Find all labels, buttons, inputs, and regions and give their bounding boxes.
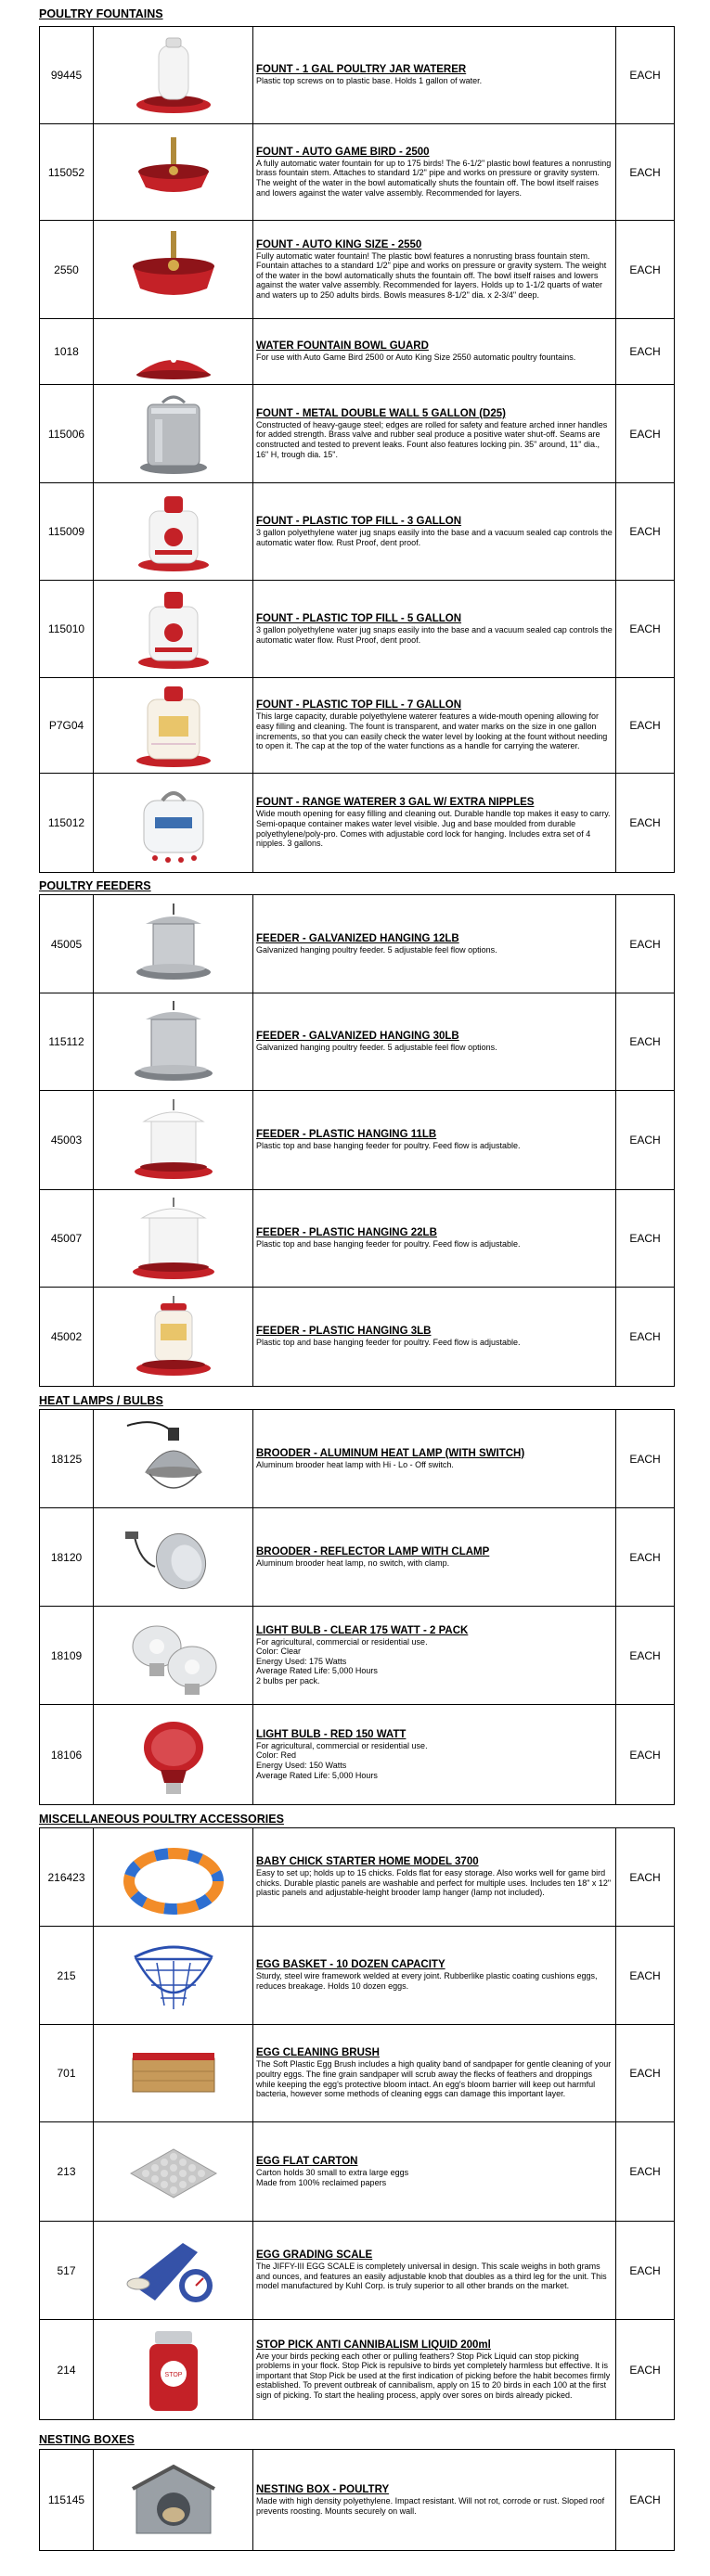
product-sku: 213 [40, 2122, 94, 2221]
product-image [94, 678, 253, 773]
product-sku: 115009 [40, 483, 94, 580]
product-row [40, 2450, 674, 2550]
product-unit: EACH [629, 1134, 661, 1147]
product-table [39, 26, 675, 873]
product-unit: EACH [629, 816, 661, 829]
product-sku: 216423 [40, 1828, 94, 1926]
king-size-fountain-icon [118, 227, 229, 313]
product-image [94, 1190, 253, 1287]
product-text: Wide mouth opening for easy filling and cleaning out. Durable handle top makes it easy to carry. Semi-opaque container makes water level visible. Jug and base moulded from durable polyethylene/poly-pro. Comes with adjustable cord lock for hanging. Includes extra set of 4 nipples. 3 gallons. [256, 809, 611, 849]
product-image [94, 1410, 253, 1507]
product-image [94, 385, 253, 482]
product-description [253, 124, 616, 220]
product-description [253, 27, 616, 123]
product-row [40, 27, 674, 124]
product-image [94, 2320, 253, 2419]
product-title: FOUNT - PLASTIC TOP FILL - 7 GALLON [256, 699, 462, 711]
product-description [253, 1091, 616, 1189]
product-description [253, 483, 616, 580]
product-unit: EACH [629, 1968, 661, 1982]
section-title: POULTRY FOUNTAINS [39, 7, 163, 20]
product-unit: EACH [629, 1232, 661, 1245]
product-description [253, 1190, 616, 1287]
product-sku: P7G04 [40, 678, 94, 773]
product-text: Easy to set up; holds up to 15 chicks. Folds flat for easy storage. Also works well for game bird chicks. Durable plastic panels are washable and perfect for multiple uses. Includes ten 18" x 12" plastic panels and adjustable-height brooder lamp hanger (lamp not included). [256, 1868, 612, 1898]
product-image [94, 1508, 253, 1606]
product-text: Galvanized hanging poultry feeder. 5 adjustable feel flow options. [256, 1043, 497, 1053]
product-text: Plastic top and base hanging feeder for poultry. Feed flow is adjustable. [256, 1141, 521, 1151]
product-sku: 18106 [40, 1705, 94, 1804]
product-unit: EACH [629, 69, 661, 82]
product-text: Plastic top and base hanging feeder for poultry. Feed flow is adjustable. [256, 1239, 521, 1250]
product-text: 3 gallon polyethylene water jug snaps easily into the base and a vacuum sealed cap controls the automatic water flow. Rust Proof, dent proof. [256, 624, 613, 645]
product-table [39, 1827, 675, 2420]
section-title: NESTING BOXES [39, 2433, 135, 2446]
top-fill-5-icon [118, 586, 229, 672]
product-image [94, 2450, 253, 2550]
product-image [94, 2025, 253, 2121]
product-unit: EACH [629, 165, 661, 179]
product-image [94, 1927, 253, 2024]
product-unit: EACH [629, 1748, 661, 1762]
product-description [253, 993, 616, 1090]
product-row [40, 2025, 674, 2122]
plastic-feeder-11-icon [118, 1097, 229, 1183]
product-sku: 18109 [40, 1607, 94, 1704]
product-title: STOP PICK ANTI CANNIBALISM LIQUID 200ml [256, 2339, 491, 2351]
product-text: Constructed of heavy-gauge steel; edges are rolled for safety and feature arched inner handles for added strength. Brass valve and rubber seal produce a positive water shut-off. Seams are constructed and tested to prevent leaks. Fount also features locking pin. 35" around, 11" dia., 16" H, trough dia. 15". [256, 419, 608, 459]
product-sku: 45003 [40, 1091, 94, 1189]
egg-flat-icon [118, 2129, 229, 2214]
product-title: FEEDER - GALVANIZED HANGING 30LB [256, 1031, 459, 1043]
red-bulb-icon [118, 1712, 229, 1798]
product-unit: EACH [629, 1870, 661, 1884]
product-row [40, 993, 674, 1091]
section-title: HEAT LAMPS / BULBS [39, 1394, 163, 1407]
bowl-guard-icon [118, 319, 229, 384]
product-row [40, 1828, 674, 1927]
top-fill-7-icon [118, 683, 229, 768]
product-image [94, 1828, 253, 1926]
product-text: Sturdy, steel wire framework welded at every joint. Rubberlike plastic coating cushions eggs, reduces breakage. Holds 10 dozen eggs. [256, 1971, 598, 1991]
product-description [253, 2222, 616, 2319]
product-row [40, 221, 674, 319]
product-title: BROODER - REFLECTOR LAMP WITH CLAMP [256, 1545, 490, 1557]
product-title: EGG GRADING SCALE [256, 2249, 373, 2262]
product-image [94, 1288, 253, 1386]
product-title: FOUNT - PLASTIC TOP FILL - 5 GALLON [256, 612, 462, 624]
product-image [94, 2122, 253, 2221]
product-sku: 1018 [40, 319, 94, 384]
product-unit: EACH [629, 2263, 661, 2277]
product-image [94, 1705, 253, 1804]
product-image [94, 27, 253, 123]
product-text: For agricultural, commercial or residential use. Color: Red Energy Used: 150 Watts Average Rated Life: 5,000 Hours [256, 1740, 428, 1780]
product-title: FOUNT - PLASTIC TOP FILL - 3 GALLON [256, 515, 462, 527]
product-unit: EACH [629, 2363, 661, 2377]
product-row [40, 124, 674, 221]
range-waterer-icon [118, 780, 229, 865]
product-unit: EACH [629, 427, 661, 441]
product-unit: EACH [629, 1550, 661, 1564]
product-title: LIGHT BULB - CLEAR 175 WATT - 2 PACK [256, 1624, 469, 1636]
product-text: Galvanized hanging poultry feeder. 5 adjustable feel flow options. [256, 944, 497, 955]
product-description [253, 678, 616, 773]
product-row [40, 483, 674, 581]
product-unit: EACH [629, 2067, 661, 2080]
product-image [94, 895, 253, 993]
product-text: 3 gallon polyethylene water jug snaps easily into the base and a vacuum sealed cap controls the automatic water flow. Rust Proof, dent proof. [256, 527, 613, 547]
product-unit: EACH [629, 1452, 661, 1466]
product-description [253, 1410, 616, 1507]
product-row [40, 1091, 674, 1190]
product-row [40, 1288, 674, 1386]
product-text: A fully automatic water fountain for up to 175 birds! The 6-1/2" plastic bowl features a nonrusting brass fountain stem. Attaches to standard 1/2" pipe and works on pressure or gravity system. The weight of the water in the bowl automatically shuts the fountain off. The bowl itself raises and lowers against the water valve assembly. Recommended for layers. [256, 158, 612, 198]
product-sku: 115145 [40, 2450, 94, 2550]
product-unit: EACH [629, 622, 661, 635]
product-description [253, 319, 616, 384]
product-image [94, 483, 253, 580]
jar-waterer-icon [118, 32, 229, 118]
product-sku: 45002 [40, 1288, 94, 1386]
product-row [40, 319, 674, 385]
product-description [253, 1508, 616, 1606]
product-row [40, 895, 674, 993]
product-row [40, 1190, 674, 1288]
product-description [253, 385, 616, 482]
product-sku: 215 [40, 1927, 94, 2024]
product-title: FOUNT - AUTO GAME BIRD - 2500 [256, 146, 430, 158]
product-table [39, 1409, 675, 1805]
section-title: MISCELLANEOUS POULTRY ACCESSORIES [39, 1813, 284, 1826]
product-image [94, 221, 253, 318]
product-title: EGG CLEANING BRUSH [256, 2047, 380, 2059]
product-row [40, 2320, 674, 2419]
product-description [253, 1288, 616, 1386]
product-row [40, 1410, 674, 1508]
product-image [94, 581, 253, 677]
product-row [40, 1705, 674, 1804]
product-sku: 115006 [40, 385, 94, 482]
product-sku: 99445 [40, 27, 94, 123]
product-unit: EACH [629, 2165, 661, 2178]
product-row [40, 774, 674, 872]
egg-brush-icon [118, 2031, 229, 2116]
product-unit: EACH [629, 937, 661, 951]
product-image [94, 993, 253, 1090]
product-row [40, 678, 674, 774]
product-text: Made with high density polyethylene. Impact resistant. Will not rot, corrode or rust. Sloped roof prevents roosting. Mounts securely on wall. [256, 2495, 605, 2516]
product-title: FEEDER - PLASTIC HANGING 22LB [256, 1227, 437, 1239]
product-title: FEEDER - GALVANIZED HANGING 12LB [256, 932, 459, 944]
product-title: FOUNT - METAL DOUBLE WALL 5 GALLON (D25) [256, 407, 506, 419]
product-sku: 517 [40, 2222, 94, 2319]
stop-pick-bottle-icon [118, 2327, 229, 2413]
reflector-lamp-icon [118, 1515, 229, 1600]
product-title: LIGHT BULB - RED 150 WATT [256, 1728, 407, 1740]
product-unit: EACH [629, 1330, 661, 1343]
clear-bulbs-icon [118, 1613, 229, 1698]
product-text: Aluminum brooder heat lamp, no switch, with clamp. [256, 1557, 450, 1568]
product-sku: 115052 [40, 124, 94, 220]
product-sku: 701 [40, 2025, 94, 2121]
product-text: Plastic top screws on to plastic base. Holds 1 gallon of water. [256, 76, 483, 86]
product-title: FOUNT - AUTO KING SIZE - 2550 [256, 238, 422, 250]
product-row [40, 2122, 674, 2222]
product-title: FEEDER - PLASTIC HANGING 11LB [256, 1129, 437, 1141]
product-text: The JIFFY-III EGG SCALE is completely universal in design. This scale weighs in both grams and ounces, and features an easily adjustable knob that doubles as a third leg for the unit. This model manufactured by Kuhl Corp. is truly superior to all other brands on the market. [256, 2262, 607, 2291]
product-image [94, 774, 253, 872]
product-description [253, 221, 616, 318]
product-title: FEEDER - PLASTIC HANGING 3LB [256, 1326, 432, 1338]
galvanized-feeder-30-icon [118, 999, 229, 1084]
product-title: NESTING BOX - POULTRY [256, 2483, 390, 2495]
product-sku: 115012 [40, 774, 94, 872]
product-row [40, 581, 674, 678]
product-description [253, 1607, 616, 1704]
galvanized-feeder-12-icon [118, 902, 229, 987]
chick-starter-home-icon [118, 1835, 229, 1920]
product-table [39, 894, 675, 1387]
section-title: POULTRY FEEDERS [39, 879, 151, 892]
product-sku: 45005 [40, 895, 94, 993]
product-image [94, 124, 253, 220]
product-sku: 115010 [40, 581, 94, 677]
plastic-feeder-22-icon [118, 1196, 229, 1281]
product-text: For agricultural, commercial or residential use. Color: Clear Energy Used: 175 Watts Average Rated Life: 5,000 Hours 2 bulbs per pack. [256, 1636, 428, 1685]
product-description [253, 1828, 616, 1926]
product-description [253, 2025, 616, 2121]
product-row [40, 1607, 674, 1705]
product-description [253, 2450, 616, 2550]
product-sku: 214 [40, 2320, 94, 2419]
product-text: The Soft Plastic Egg Brush includes a high quality band of sandpaper for gentle cleaning of your poultry eggs. The fine grain sandpaper will scrub away the flecks of feathers and droppings while keeping the egg's protective bloom intact. An egg's bloom barrier will keep out harmful bacteria, however some methods of cleaning eggs can damage this important layer. [256, 2059, 612, 2099]
product-sku: 2550 [40, 221, 94, 318]
product-text: This large capacity, durable polyethylene waterer features a wide-mouth opening allowing for easy filling and cleaning. The fount is transparent, and water marks on the size in one gallon increments, so that you can easily check the water level by looking at the fount without needing to open it. The cap at the top of the water functions as a handle for carrying the waterer. [256, 711, 608, 751]
product-unit: EACH [629, 345, 661, 358]
egg-scale-icon [118, 2228, 229, 2313]
product-title: BROODER - ALUMINUM HEAT LAMP (WITH SWITCH) [256, 1447, 525, 1459]
product-image [94, 2222, 253, 2319]
product-unit: EACH [629, 1035, 661, 1048]
product-row [40, 2222, 674, 2320]
product-text: Plastic top and base hanging feeder for poultry. Feed flow is adjustable. [256, 1338, 521, 1348]
product-unit: EACH [629, 263, 661, 276]
product-row [40, 1927, 674, 2025]
product-text: Are your birds pecking each other or pulling feathers? Stop Pick Liquid can stop picking problems in your flock. Stop Pick is repulsive to birds yet completely harmless but effective. It is important that Stop Pick be used at the first indication of picking before the habit becomes firmly established. To prevent outbreak of cannibalism, apply on 15 to 20 birds in each 100 at the first sign of picking. To start the healing process, apply over sores on birds already picked. [256, 2351, 611, 2400]
product-description [253, 774, 616, 872]
product-unit: EACH [629, 719, 661, 732]
nesting-box-icon [118, 2457, 229, 2543]
product-row [40, 385, 674, 483]
product-table [39, 2449, 675, 2551]
product-description [253, 2320, 616, 2419]
product-sku: 45007 [40, 1190, 94, 1287]
product-text: Carton holds 30 small to extra large eggs Made from 100% reclaimed papers [256, 2167, 409, 2187]
product-description [253, 2122, 616, 2221]
product-title: FOUNT - RANGE WATERER 3 GAL W/ EXTRA NIPPLES [256, 797, 535, 809]
product-description [253, 1927, 616, 2024]
product-description [253, 895, 616, 993]
product-text: For use with Auto Game Bird 2500 or Auto King Size 2550 automatic poultry fountains. [256, 352, 576, 363]
product-title: EGG BASKET - 10 DOZEN CAPACITY [256, 1959, 445, 1971]
red-bowl-fountain-icon [118, 130, 229, 215]
product-image [94, 319, 253, 384]
top-fill-3-icon [118, 489, 229, 574]
product-sku: 18125 [40, 1410, 94, 1507]
plastic-feeder-3-icon [118, 1294, 229, 1379]
product-image [94, 1607, 253, 1704]
product-unit: EACH [629, 1648, 661, 1662]
product-description [253, 581, 616, 677]
product-unit: EACH [629, 2493, 661, 2506]
product-text: Aluminum brooder heat lamp with Hi - Lo - Off switch. [256, 1459, 454, 1469]
product-title: EGG FLAT CARTON [256, 2155, 358, 2167]
product-row [40, 1508, 674, 1607]
product-title: FOUNT - 1 GAL POULTRY JAR WATERER [256, 64, 467, 76]
product-image [94, 1091, 253, 1189]
product-description [253, 1705, 616, 1804]
svg-text:STOP: STOP [164, 2371, 182, 2378]
product-title: WATER FOUNTAIN BOWL GUARD [256, 340, 429, 352]
product-unit: EACH [629, 525, 661, 538]
heat-lamp-icon [118, 1416, 229, 1502]
product-text: Fully automatic water fountain! The plastic bowl features a nonrusting brass fountain stem. Fountain attaches to a standard 1/2" pipe and works on pressure or gravity system. The weight of the water in the bowl automatically shuts the fountain off. The bowl itself raises and lowers against the water valve assembly. Recommended for layers. Holds up to 1-1/2 quarts of water and waters up to 250 adults birds. Bowls measures 8-1/2" dia. x 2-3/4" deep. [256, 250, 607, 300]
egg-basket-icon [118, 1933, 229, 2019]
metal-fount-icon [118, 391, 229, 477]
product-title: BABY CHICK STARTER HOME MODEL 3700 [256, 1856, 479, 1868]
product-sku: 18120 [40, 1508, 94, 1606]
product-sku: 115112 [40, 993, 94, 1090]
